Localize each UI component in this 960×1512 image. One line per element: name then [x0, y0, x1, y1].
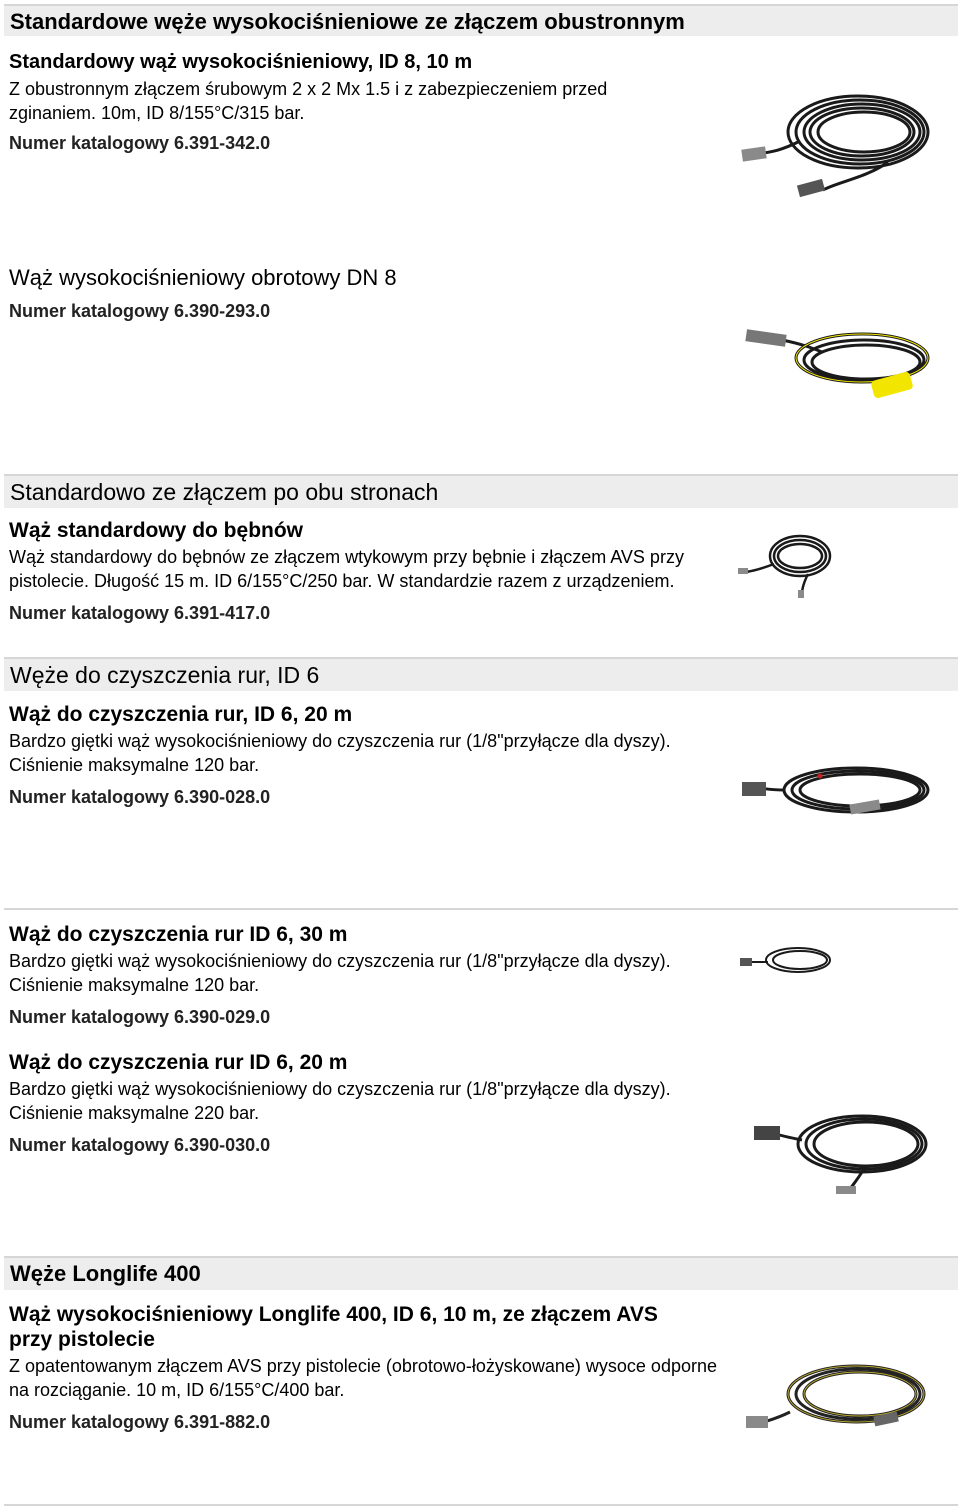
- product-description: Bardzo giętki wąż wysokociśnieniowy do czyszczenia rur (1/8"przyłącze dla dyszy). Ciśnienie maksymalne 120 bar.: [9, 951, 671, 995]
- hose-image: [744, 1352, 936, 1444]
- product-item: [9, 1302, 729, 1434]
- hose-image: [738, 528, 838, 598]
- product-title: Wąż do czyszczenia rur ID 6, 30 m: [9, 923, 348, 946]
- section-heading-text: Węże do czyszczenia rur, ID 6: [10, 662, 320, 688]
- product-title: Standardowy wąż wysokociśnieniowy, ID 8, 10 m: [9, 51, 473, 73]
- product-title: Wąż do czyszczenia rur, ID 6, 20 m: [9, 703, 353, 726]
- product-description: Z opatentowanym złączem AVS przy pistolecie (obrotowo-łożyskowane) wysoce odporne na rozciąganie. 10 m, ID 6/155°C/400 bar.: [9, 1356, 717, 1400]
- hose-image: [742, 318, 934, 408]
- section-heading: [4, 1256, 958, 1290]
- section-heading: [4, 657, 958, 691]
- catalog-number: Numer katalogowy 6.391-882.0: [9, 1412, 271, 1432]
- product-item: [9, 1050, 729, 1157]
- hose-image: [738, 82, 938, 202]
- product-description: Wąż standardowy do bębnów ze złączem wtykowym przy bębnie i złączem AVS przy pistolecie. Długość 15 m. ID 6/155°C/250 bar. W standardzie razem z urządzeniem.: [9, 547, 684, 591]
- hose-image: [740, 940, 836, 980]
- catalog-number: Numer katalogowy 6.390-029.0: [9, 1007, 271, 1027]
- hose-image: [740, 758, 936, 828]
- product-title: Wąż standardowy do bębnów: [9, 519, 304, 542]
- hose-image: [752, 1100, 938, 1200]
- catalog-number: Numer katalogowy 6.391-342.0: [9, 133, 271, 153]
- section-heading: [4, 474, 958, 508]
- catalog-number: Numer katalogowy 6.391-417.0: [9, 603, 271, 623]
- catalog-number: Numer katalogowy 6.390-030.0: [9, 1135, 271, 1155]
- section-heading: [4, 4, 958, 36]
- product-item: [9, 702, 729, 809]
- product-description: Z obustronnym złączem śrubowym 2 x 2 Mx 1.5 i z zabezpieczeniem przed zginaniem. 10m, ID 8/155°C/315 bar.: [9, 79, 608, 123]
- product-item: [9, 518, 729, 625]
- divider: [4, 908, 958, 910]
- product-item: [9, 50, 729, 155]
- product-item: [9, 922, 729, 1029]
- product-description: Bardzo giętki wąż wysokociśnieniowy do czyszczenia rur (1/8"przyłącze dla dyszy). Ciśnienie maksymalne 220 bar.: [9, 1079, 671, 1123]
- product-item: [9, 265, 729, 323]
- section-heading-text: Węże Longlife 400: [10, 1261, 201, 1286]
- catalog-number: Numer katalogowy 6.390-293.0: [9, 301, 271, 321]
- divider: [4, 1504, 958, 1506]
- catalog-number: Numer katalogowy 6.390-028.0: [9, 787, 271, 807]
- section-heading-text: Standardowe węże wysokociśnieniowe ze złączem obustronnym: [10, 9, 685, 34]
- product-description: Bardzo giętki wąż wysokociśnieniowy do czyszczenia rur (1/8"przyłącze dla dyszy). Ciśnienie maksymalne 120 bar.: [9, 731, 671, 775]
- product-title: Wąż wysokociśnieniowy obrotowy DN 8: [9, 265, 397, 290]
- product-title: Wąż wysokociśnieniowy Longlife 400, ID 6, 10 m, ze złączem AVS przy pistolecie: [9, 1303, 658, 1351]
- product-title: Wąż do czyszczenia rur ID 6, 20 m: [9, 1051, 348, 1074]
- section-heading-text: Standardowo ze złączem po obu stronach: [10, 479, 439, 505]
